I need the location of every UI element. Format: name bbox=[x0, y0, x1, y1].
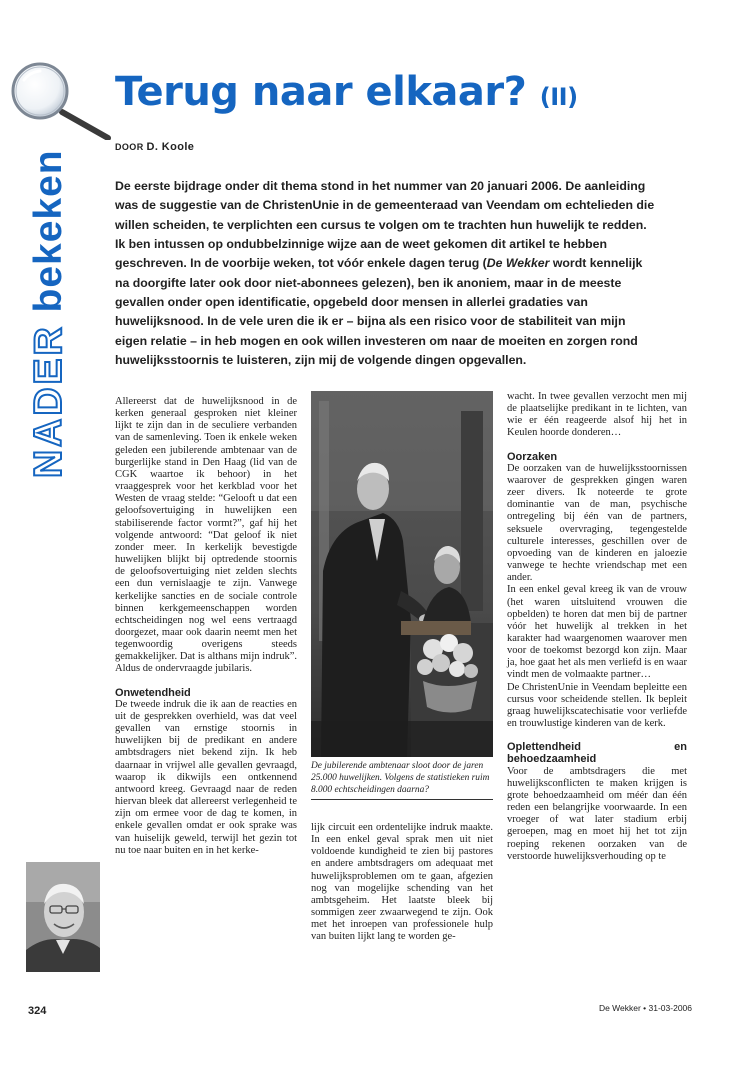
body-paragraph: De ChristenUnie in Veendam bepleitte een cursus voor scheidende stellen. Ik bepleit graag huwelijkscatechisatie voor verliefde en trouwlustige kinderen van de kerk. bbox=[507, 681, 687, 730]
article-title-main: Terug naar elkaar? bbox=[115, 69, 527, 115]
subheading-oorzaken: Oorzaken bbox=[507, 450, 558, 463]
body-paragraph: De oorzaken van de huwelijksstoornissen waarover de gesprekken gingen waren zeer divers. Ik noteerde te grote dominantie van de man, psychische ontregeling bij één van de partners, seksuele overvraging, tegengestelde culturele interesses, geschillen over de opvoeding van de kinderen en jaloezie vanwege te hechte vriendschap met een ander. bbox=[507, 462, 687, 584]
body-column-1 bbox=[115, 396, 297, 857]
byline-prefix: DOOR bbox=[115, 142, 144, 152]
lead-text-end: wordt kennelijk na doorgifte later ook door niet-abonnees gelezen), ben ik anoniem, maar in de meeste gevallen onder open identificatie, opgebeld door mensen in allerlei gradaties van huwelijksnood. In de vele uren die ik er – bijna als een risico voor de stabiliteit van mijn eigen relatie – in heb mogen en ook willen investeren om naar de moeiten en zorgen rond huwelijksstoornis te luisteren, zijn mij de volgende dingen opgevallen. bbox=[115, 256, 643, 368]
body-paragraph: lijk circuit een ordentelijke indruk maakte. In een enkel geval sprak men uit niet voldoende kundigheid te zien bij pastores en andere ambtsdragers om adequaat met huwelijksproblemen om te gaan, afgezien nog van mogelijke schending van het ambtsgeheim. Het laatste bleek bij sommigen zeer zwaarwegend te zijn. Ook met het inroepen van professionele hulp van buiten lijkt lang te worden ge- bbox=[311, 822, 493, 943]
body-paragraph: In een enkel geval kreeg ik van de vrouw (het waren uitsluitend vrouwen die opbelden) te horen dat men bij de partner vóór het huwelijk al trekken in het karakter had waargenomen waarover men voor de toekomst bezorgd kon zijn. Maar ja, hoe gaat het als men verliefd is en waar vindt men de volmaakte partner… bbox=[507, 584, 687, 681]
lead-paragraph bbox=[115, 177, 655, 370]
lead-text-start: De eerste bijdrage onder dit thema stond in het nummer van 20 januari 2006. De aanleiding was de suggestie van de ChristenUnie in de gemeenteraad van Veendam om echtelieden die willen scheiden, te verplichten een cursus te volgen om te trachten hun huwelijk te redden. Ik ben intussen op ondubbelzinnige wijze aan de weet gekomen dit artikel te hebben geschreven. In de voorbije weken, tot vóór enkele dagen terug ( bbox=[115, 179, 655, 271]
photo-caption: De jubilerende ambtenaar sloot door de jaren 25.000 huwelijken. Volgens de statistieken ruim 8.000 echtscheidingen daarna? bbox=[311, 761, 490, 795]
magnifier-icon bbox=[6, 60, 118, 140]
page-number: 324 bbox=[28, 1005, 47, 1017]
subheading-oplettendheid: Oplettendheid en behoedzaamheid bbox=[507, 741, 687, 766]
section-label bbox=[24, 149, 84, 838]
article-title-part: (II) bbox=[539, 83, 578, 111]
article-title bbox=[115, 68, 578, 121]
subheading-onwetendheid: Onwetendheid bbox=[115, 686, 191, 699]
body-paragraph: Voor de ambtsdragers die met huwelijksconflicten te maken krijgen is grote behoedzaamheid om méér dan één reden een belangrijke voorwaarde. In een vroeger of wat later stadium erbij geroepen, mag en moet hij het tot zijn roeping rekenen oorzaken van de verstoorde huwelijksverhouding op te bbox=[507, 765, 687, 862]
publication-footer: De Wekker • 31-03-2006 bbox=[598, 1003, 692, 1013]
body-paragraph: wacht. In twee gevallen verzocht men mij de plaatselijke predikant in te lichten, van wie er één reageerde alsof hij het in Keulen hoorde donderen… bbox=[507, 391, 687, 439]
body-paragraph: De tweede indruk die ik aan de reacties en uit de gesprekken overhield, was dat veel gevallen van ernstige stoornis in huwelijken bij de predikant en andere ambtsdragers niet bekend zijn. Ik heb daarnaar in vrijwel alle gevallen gevraagd, waarop ik dikwijls een ontkennend antwoord kreeg. Gevraagd naar de reden hiervan bleek dat allereerst verlegenheid te zijn om ermee voor de dag te komen, in enkele gevallen omdat er ook sprake was van huiselijk geweld, terwijl het gezin tot nu toe naar buiten en in het kerke- bbox=[115, 698, 297, 856]
byline-author: D. Koole bbox=[146, 141, 195, 153]
body-column-2 bbox=[311, 822, 493, 944]
article-photo bbox=[311, 391, 493, 757]
section-label-nader: NADER bbox=[27, 324, 70, 478]
body-paragraph: Allereerst dat de huwelijksnood in de kerken generaal gesproken niet kleiner lijkt te zijn dan in de seculiere verbanden van de samenleving. Toen ik enkele weken geleden een jubilerende ambtenaar van de burgerlijke stand in Den Haag (lid van de CGK waartoe ik behoor) in het vraaggesprek voor het kerkblad voor het Westen de vraag stelde: “Gelooft u dat een geloofsovertuiging in huwelijken een stabiliserende factor vormt?”, gaf hij het volgende antwoord: “Dat geloof ik niet zonder meer. In kerkelijk bevestigde huwelijken blijkt bij optredende stoornis de geloofsovertuiging niet zelden slechts een dun vernislaagje te zijn. Vanwege kerkelijke sancties en de sociale controle binnen kerkgemeenschappen worden echtscheidingen nog wel eens vertraagd doorgezet, maar ook daarin neemt men het tegenwoordig overigens steeds gemakkelijker. Dat is althans mijn indruk”. Aldus de ondervraagde jubilaris. bbox=[115, 396, 297, 675]
section-label-bekeken: bekeken bbox=[27, 149, 70, 313]
author-photo bbox=[26, 862, 100, 972]
byline bbox=[115, 141, 194, 153]
caption-rule bbox=[311, 799, 493, 800]
lead-emphasis: De Wekker bbox=[486, 256, 550, 271]
body-column-3 bbox=[507, 391, 687, 863]
